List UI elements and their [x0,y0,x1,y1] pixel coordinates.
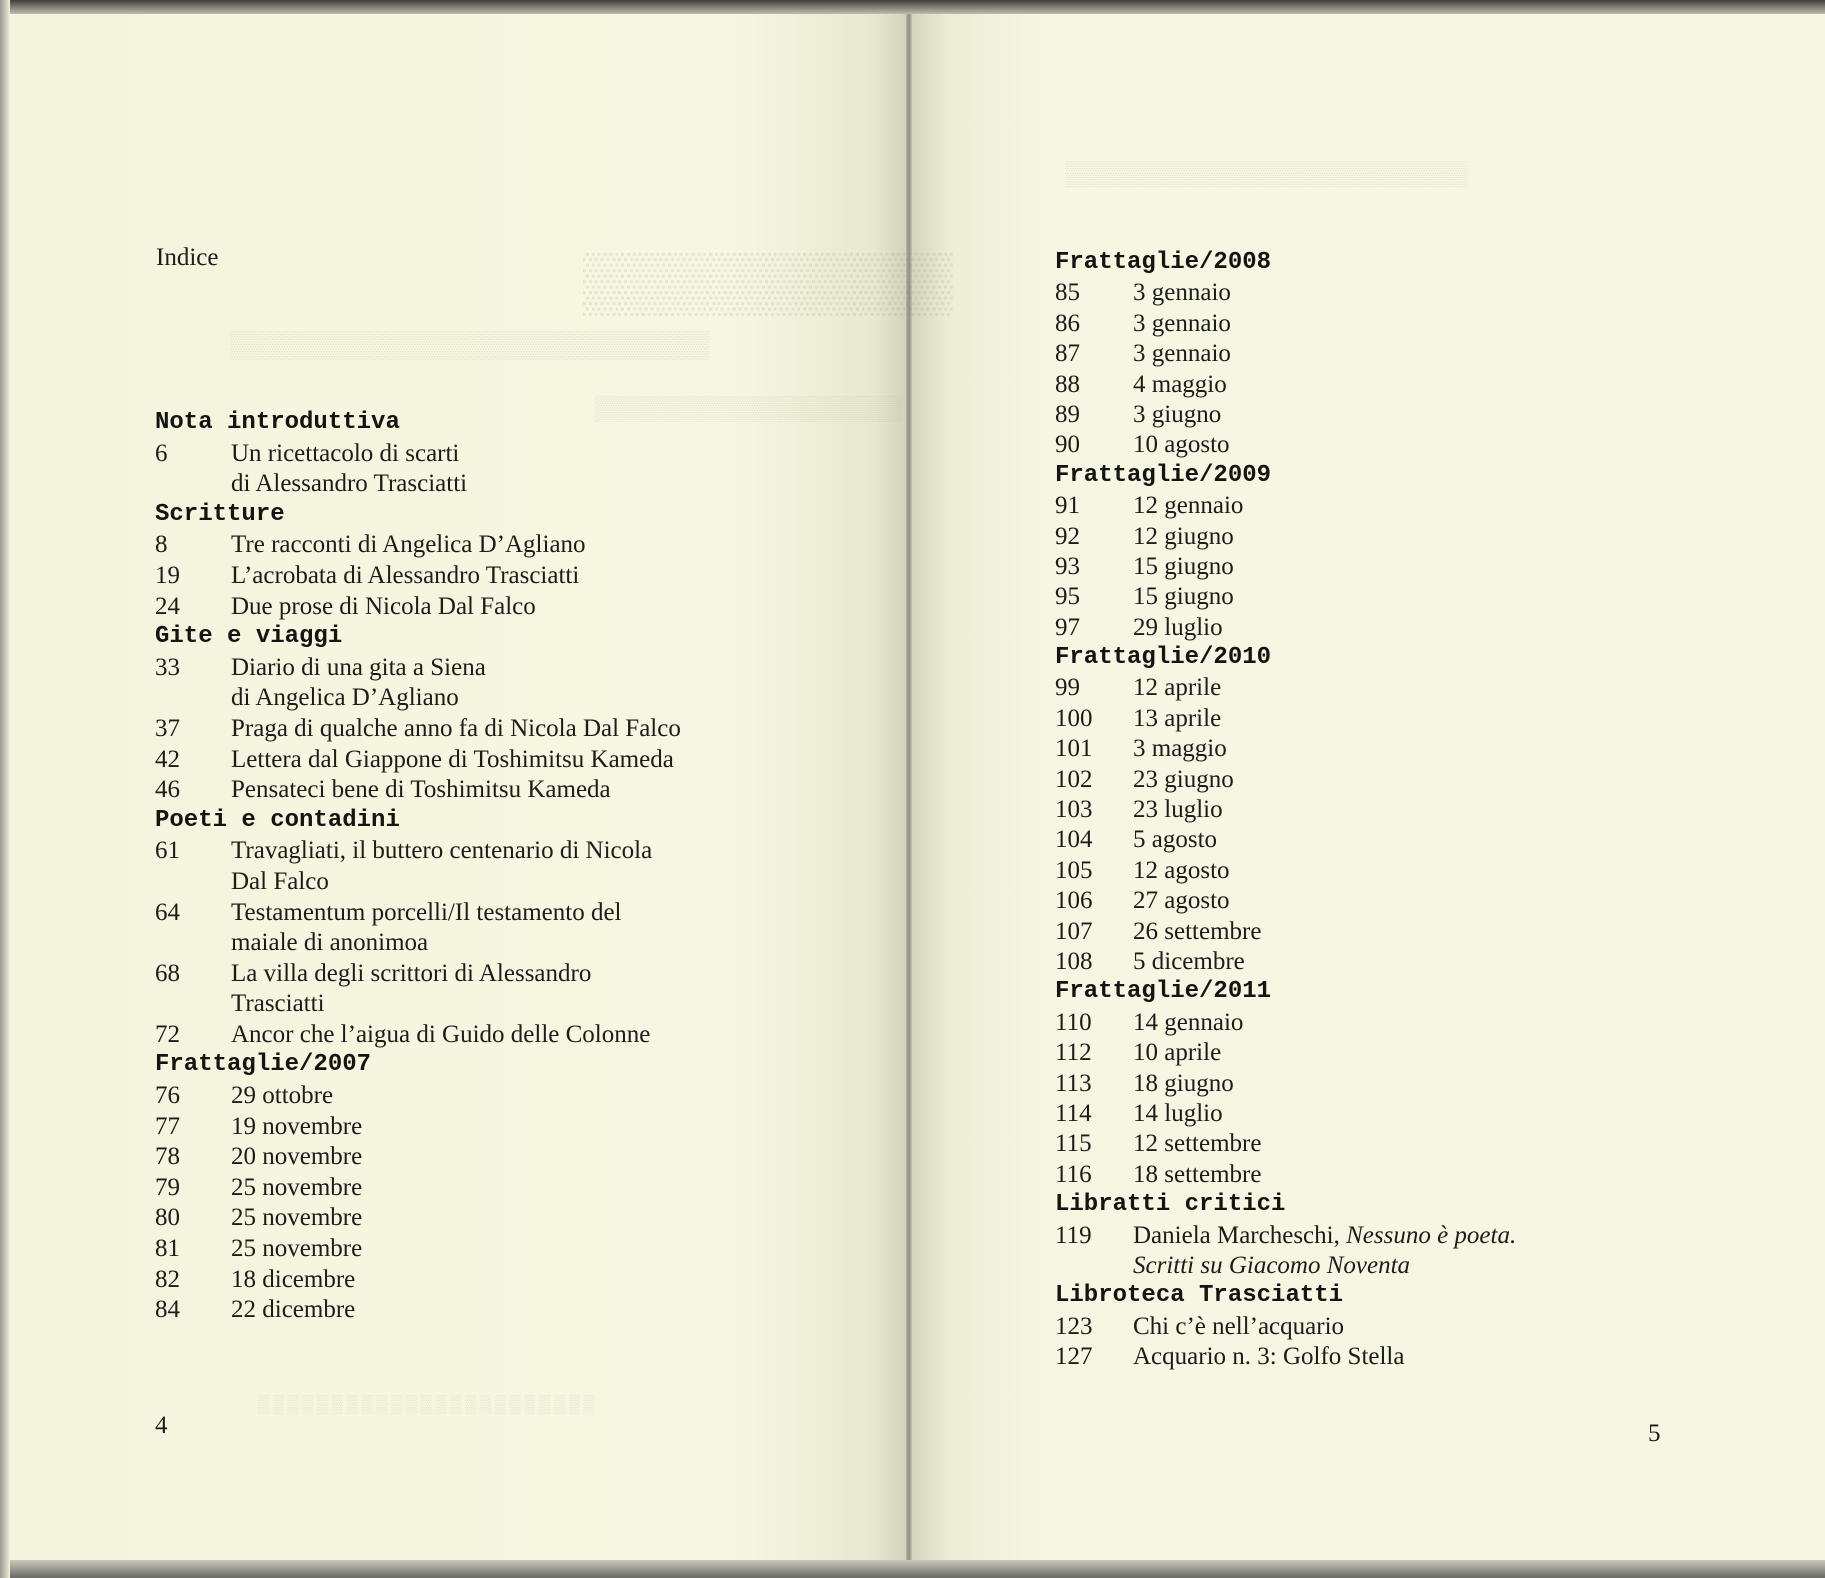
toc-page-number: 112 [1055,1039,1092,1067]
toc-entry [1055,886,1735,916]
toc-page-number: 19 [155,561,180,589]
toc-entry-title: 25 novembre [231,1204,363,1232]
toc-entry-title: 19 novembre [231,1112,363,1140]
toc-page-number: 80 [155,1204,180,1232]
toc-entry [155,1020,835,1051]
toc-page-number: 101 [1055,735,1093,763]
toc-entry-title: 5 dicembre [1133,947,1245,975]
toc-entry-title: Ancor che l’aigua di Guido delle Colonne [231,1020,651,1048]
toc-entry-title: 4 maggio [1133,370,1227,398]
toc-entry-title: Daniela Marcheschi, [1133,1221,1347,1249]
toc-entry [1055,309,1735,339]
toc-entry [155,592,835,623]
toc-entry [1055,430,1735,460]
toc-entry-title: di Angelica D’Agliano [231,684,459,712]
toc-entry-title: di Alessandro Trasciatti [231,470,468,498]
toc-entry [155,1234,835,1265]
show-through-subtitle: ▒▒▒▒▒▒▒▒▒▒▒▒▒▒▒▒▒▒▒▒▒▒▒▒▒▒ [230,330,709,359]
toc-entry [1055,947,1735,977]
toc-entry [1055,795,1735,825]
index-heading: Indice [156,244,219,271]
toc-entry-continuation [155,928,835,959]
toc-entry [155,959,835,990]
toc-entry-title: 23 luglio [1133,796,1223,824]
toc-entry [155,714,835,745]
toc-page-number: 123 [1055,1312,1093,1340]
toc-entry [1055,339,1735,369]
toc-page-number: 106 [1055,887,1093,915]
toc-page-number: 46 [155,776,180,804]
show-through-footer: ▒▒▒▒▒▒▒▒▒▒▒▒▒▒▒▒▒▒▒▒▒▒▒ [258,1396,599,1416]
table-of-contents-right [1055,248,1735,1372]
toc-entry [1055,856,1735,886]
toc-entry [1055,1160,1735,1190]
table-of-contents-left [155,408,835,1326]
toc-entry-title: 20 novembre [231,1143,363,1171]
toc-page-number: 104 [1055,826,1093,854]
toc-entry-title: 12 gennaio [1133,492,1244,520]
toc-page-number: 77 [155,1112,180,1140]
toc-entry [1055,1099,1735,1129]
toc-entry [1055,613,1735,643]
toc-entry [155,1142,835,1173]
toc-page-number: 91 [1055,492,1080,520]
toc-page-number: 64 [155,898,180,926]
toc-entry-title: 3 gennaio [1133,279,1231,307]
toc-entry-continuation [155,683,835,714]
toc-page-number: 42 [155,745,180,773]
toc-entry [1055,1008,1735,1038]
toc-entry [155,775,835,806]
toc-page-number: 89 [1055,400,1080,428]
toc-entry [1055,1312,1735,1342]
toc-entry [1055,552,1735,582]
toc-page-number: 99 [1055,674,1080,702]
toc-entry [1055,825,1735,855]
toc-page-number: 37 [155,714,180,742]
toc-entry-title: Tre racconti di Angelica D’Agliano [231,531,586,559]
toc-entry-title: 15 giugno [1133,552,1234,580]
toc-entry-title: 3 maggio [1133,735,1227,763]
toc-entry [155,1295,835,1326]
toc-page-number: 108 [1055,947,1093,975]
toc-section-heading: Nota introduttiva [155,409,400,436]
toc-entry [155,1203,835,1234]
toc-page-number: 103 [1055,796,1093,824]
toc-entry [155,1173,835,1204]
toc-page-number: 33 [155,653,180,681]
toc-entry [155,1081,835,1112]
page-number-left: 4 [155,1412,168,1439]
toc-page-number: 68 [155,959,180,987]
toc-section-heading: Frattaglie/2008 [1055,249,1272,276]
toc-page-number: 110 [1055,1008,1092,1036]
toc-section-heading: Poeti e contadini [155,806,400,834]
book-gutter [906,14,912,1560]
toc-entry-continuation [155,867,835,898]
toc-page-number: 85 [1055,279,1080,307]
toc-page-number: 95 [1055,583,1080,611]
toc-page-number: 127 [1055,1343,1093,1371]
toc-entry-title: L’acrobata di Alessandro Trasciatti [231,561,580,589]
toc-entry-title: 3 gennaio [1133,309,1231,337]
show-through-heading: ▒▒▒▒▒▒▒▒▒▒▒▒▒▒▒▒▒▒▒▒▒▒▒▒▒▒▒▒ [1065,162,1469,189]
toc-entry-title: 12 aprile [1133,674,1222,702]
toc-entry-title: Pensateci bene di Toshimitsu Kameda [231,776,611,804]
toc-page-number: 86 [1055,309,1080,337]
toc-entry [1055,1221,1735,1251]
scan-bottom-edge [0,1560,1825,1578]
toc-entry-title: 18 settembre [1133,1160,1262,1188]
toc-section-heading: Frattaglie/2009 [1055,461,1272,489]
toc-page-number: 79 [155,1173,180,1201]
toc-entry-title: 25 novembre [231,1235,363,1263]
toc-entry-title: 18 giugno [1133,1069,1234,1097]
toc-entry-title: Trasciatti [231,990,325,1018]
toc-section-heading: Frattaglie/2010 [1055,644,1272,672]
toc-entry [155,1265,835,1296]
toc-entry-continuation [155,469,835,500]
toc-entry [155,530,835,561]
toc-entry [1055,734,1735,764]
toc-page-number: 6 [155,439,168,467]
toc-entry [155,1112,835,1143]
toc-entry-title: Un ricettacolo di scarti [231,439,460,467]
toc-section-heading: Scritture [155,500,285,528]
show-through-title: ▒▒▒▒▒▒▒▒▒ [583,249,953,314]
toc-entry [155,653,835,684]
toc-page-number: 61 [155,837,180,865]
toc-entry-title: 13 aprile [1133,704,1222,732]
toc-entry-title: La villa degli scrittori di Alessandro [231,959,592,987]
toc-entry [155,439,835,470]
toc-entry [1055,400,1735,430]
toc-entry-title: 12 agosto [1133,856,1230,884]
toc-entry-title: 14 gennaio [1133,1008,1244,1036]
toc-entry-continuation [1055,1251,1735,1281]
toc-entry-title: 3 gennaio [1133,340,1231,368]
toc-entry [1055,278,1735,308]
toc-page-number: 116 [1055,1160,1092,1188]
toc-page-number: 115 [1055,1130,1092,1158]
toc-page-number: 76 [155,1082,180,1110]
toc-entry-title: Dal Falco [231,867,329,895]
show-through-curator: ▒▒▒▒▒▒▒▒▒▒▒▒▒▒▒▒▒▒ [595,396,902,422]
toc-section-heading: Frattaglie/2011 [1055,978,1272,1006]
toc-entry-title: 14 luglio [1133,1099,1223,1127]
toc-page-number: 8 [155,531,168,559]
toc-page-number: 90 [1055,431,1080,459]
toc-entry-title: 12 giugno [1133,522,1234,550]
toc-entry [1055,370,1735,400]
toc-section-heading: Libroteca Trasciatti [1055,1282,1344,1310]
toc-entry-title: 29 ottobre [231,1082,334,1110]
toc-page-number: 81 [155,1235,180,1263]
toc-entry-title: Travagliati, il buttero centenario di Nicola [231,837,653,865]
toc-entry [155,836,835,867]
toc-entry [1055,704,1735,734]
toc-entry-italic-title: Scritti su Giacomo Noventa [1133,1251,1411,1279]
toc-page-number: 87 [1055,340,1080,368]
toc-entry [1055,522,1735,552]
toc-page-number: 92 [1055,522,1080,550]
toc-entry-title: 23 giugno [1133,765,1234,793]
toc-entry-title: Due prose di Nicola Dal Falco [231,592,536,620]
toc-entry-title: 22 dicembre [231,1296,356,1324]
toc-entry-title: Praga di qualche anno fa di Nicola Dal Falco [231,714,681,742]
toc-entry-title: 3 giugno [1133,400,1222,428]
toc-entry [155,561,835,592]
toc-page-number: 24 [155,592,180,620]
toc-page-number: 78 [155,1143,180,1171]
toc-entry-title: 27 agosto [1133,887,1230,915]
toc-entry [1055,673,1735,703]
toc-page-number: 107 [1055,917,1093,945]
toc-entry-title: Acquario n. 3: Golfo Stella [1133,1343,1405,1371]
toc-section-heading: Frattaglie/2007 [155,1051,372,1079]
toc-entry-continuation [155,989,835,1020]
toc-entry-title: 25 novembre [231,1173,363,1201]
toc-entry [1055,491,1735,521]
toc-entry-title: 15 giugno [1133,583,1234,611]
toc-entry [1055,1069,1735,1099]
toc-entry [1055,1342,1735,1372]
toc-entry [1055,1129,1735,1159]
toc-entry-title: 12 settembre [1133,1130,1262,1158]
toc-page-number: 102 [1055,765,1093,793]
toc-entry-title: Diario di una gita a Siena [231,653,486,681]
toc-page-number: 82 [155,1265,180,1293]
toc-entry-title: 26 settembre [1133,917,1262,945]
toc-entry [155,898,835,929]
toc-entry-title: 18 dicembre [231,1265,356,1293]
toc-section-heading: Libratti critici [1055,1191,1286,1219]
toc-entry-title: Lettera dal Giappone di Toshimitsu Kameda [231,745,674,773]
toc-page-number: 105 [1055,856,1093,884]
toc-entry [1055,917,1735,947]
toc-page-number: 97 [1055,613,1080,641]
toc-entry [155,745,835,776]
toc-section-heading: Gite e viaggi [155,623,343,651]
toc-entry-title: maiale di anonimoa [231,929,429,957]
toc-entry-title: 29 luglio [1133,613,1223,641]
toc-entry [1055,582,1735,612]
toc-entry [1055,765,1735,795]
toc-page-number: 88 [1055,370,1080,398]
toc-entry-title: Chi c’è nell’acquario [1133,1312,1345,1340]
toc-page-number: 100 [1055,704,1093,732]
toc-entry [1055,1038,1735,1068]
toc-page-number: 119 [1055,1221,1092,1249]
page-number-right: 5 [1648,1420,1661,1447]
toc-entry-title: 10 aprile [1133,1039,1222,1067]
toc-page-number: 84 [155,1296,180,1324]
scan-left-edge [0,0,10,1578]
toc-entry-title: 5 agosto [1133,826,1218,854]
toc-entry-italic-title: Nessuno è poeta. [1346,1221,1517,1249]
toc-page-number: 93 [1055,552,1080,580]
toc-entry-title: Testamentum porcelli/Il testamento del [231,898,622,926]
scan-top-edge [0,0,1825,14]
toc-page-number: 114 [1055,1099,1092,1127]
toc-page-number: 113 [1055,1069,1092,1097]
toc-entry-title: 10 agosto [1133,431,1230,459]
toc-page-number: 72 [155,1020,180,1048]
